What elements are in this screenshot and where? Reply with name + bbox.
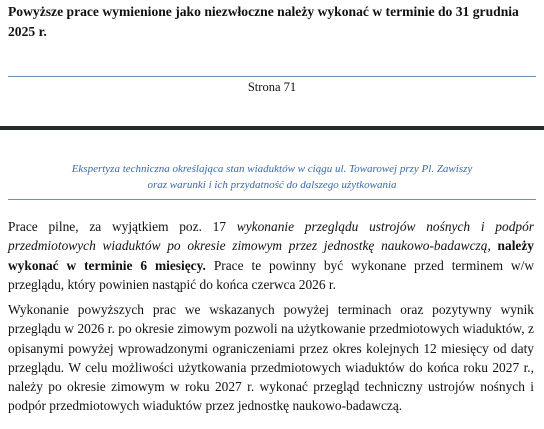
paragraph1-italic-text: wykonanie przeglądu ustrojów nośnych i podpór przedmiotowych wiaduktów po okresie zimowym przez jednostkę naukowo-badawczą [8, 219, 534, 254]
body-paragraph-1 [8, 217, 534, 294]
paragraph1-bold-deadline: należy wykonać w terminie 6 miesięcy. [8, 238, 534, 273]
paragraph1-tail: Prace te powinny być wykonane przed terminem w/w przeglądu, który powinien nastąpić do końca czerwca 2026 r. [8, 257, 534, 292]
paragraph1-text: Prace pilne, za wyjątkiem poz. 17 [8, 219, 237, 234]
page-break-separator [0, 126, 544, 130]
document-header-line2: oraz warunki i ich przydatność do dalszego użytkowania [147, 179, 397, 191]
header-divider [8, 199, 536, 200]
paragraph1-comma: , [487, 238, 498, 254]
page-number: Strona 71 [247, 80, 297, 94]
document-header-line1: Ekspertyza techniczna określająca stan wiaduktów w ciągu ul. Towarowej przy Pl. Zawiszy [71, 163, 473, 175]
body-paragraph-2: Wykonanie powyższych prac we wskazanych powyżej terminach oraz pozytywny wynik przeglądu w 2026 r. po okresie zimowym pozwoli na użytkowanie przedmiotowych wiaduktów, z opisanymi powyżej wprowadzonymi ograniczeniami przez okres kolejnych 12 miesięcy od daty przeglądu. W celu możliwości użytkowania przedmiotowych wiaduktów do końca roku 2027 r., należy po okresie zimowym w roku 2027 r. wykonać przegląd techniczny ustrojów nośnych i podpór przedmiotowych wiaduktów przez jednostkę naukowo-badawczą. [8, 302, 534, 414]
closing-paragraph: Powyższe prace wymienione jako niezwłoczne należy wykonać w terminie do 31 grudnia 2025 r. [8, 4, 519, 39]
footer-divider [8, 76, 536, 77]
document-header [0, 161, 544, 193]
